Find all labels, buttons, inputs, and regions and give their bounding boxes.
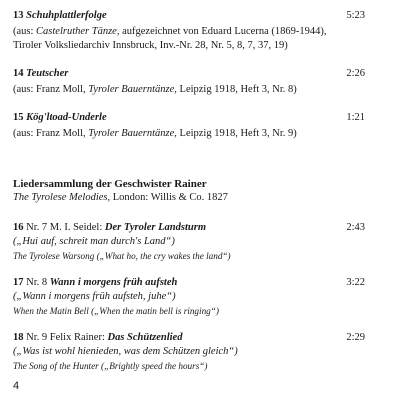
track-prefix: Nr. 9 Felix Rainer: [26, 332, 108, 343]
track-title: Teutscher [26, 68, 69, 79]
track-18-incipit: („Was ist wohl hienieden, was dem Schützen gleich“) [13, 346, 238, 357]
source-work: Tyroler Bauerntänze, [88, 84, 177, 95]
source-work: Tyroler Bauerntänze, [88, 128, 177, 139]
track-18-header [13, 332, 365, 344]
section-subtitle [13, 192, 365, 204]
track-title: Schuhplattlerfolge [26, 10, 107, 21]
track-number: 17 [13, 277, 24, 288]
track-prefix: Nr. 8 [26, 277, 50, 288]
track-17-header [13, 277, 365, 289]
track-duration: 2:43 [346, 222, 365, 233]
track-16-english: The Tyrolese Warsong („What ho, the cry wakes the land“) [13, 251, 231, 261]
track-15-source [13, 128, 365, 140]
track-number: 13 [13, 10, 24, 21]
track-title: Wann i morgens früh aufsteh [49, 277, 178, 288]
track-13-header [13, 10, 365, 22]
track-14-source [13, 84, 365, 96]
track-16-header [13, 222, 365, 234]
track-15-header [13, 112, 365, 124]
track-title: Der Tyroler Landsturm [104, 222, 206, 233]
track-duration: 2:26 [346, 68, 365, 79]
track-13-source-line-2: Tiroler Volksliedarchiv Innsbruck, Inv.-Nr. 28, Nr. 5, 8, 7, 37, 19) [13, 40, 288, 51]
track-duration: 5:23 [346, 10, 365, 21]
track-number: 18 [13, 332, 24, 343]
track-duration: 1:21 [346, 112, 365, 123]
track-17-incipit: („Wann i morgens früh aufsteh, juhe“) [13, 291, 176, 302]
track-duration: 3:22 [346, 277, 365, 288]
section-heading: Liedersammlung der Geschwister Rainer [13, 178, 207, 190]
source-prefix: (aus: Franz Moll, [13, 84, 89, 95]
source-rest: Leipzig 1918, Heft 3, Nr. 8) [176, 84, 297, 95]
track-prefix: Nr. 7 M. I. Seidel: [26, 222, 105, 233]
source-rest: Leipzig 1918, Heft 3, Nr. 9) [176, 128, 297, 139]
track-title: Kög'ltoad-Underle [26, 112, 107, 123]
track-13-source-line-1 [13, 26, 365, 38]
track-16-incipit: („Hui auf, schreit man durch's Land“) [13, 236, 175, 247]
section-publisher: London: Willis & Co. 1827 [110, 192, 228, 203]
track-title: Das Schützenlied [107, 332, 183, 343]
track-14-header [13, 68, 365, 80]
track-number: 15 [13, 112, 24, 123]
track-number: 14 [13, 68, 24, 79]
section-work-title: The Tyrolese Melodies, [13, 192, 111, 203]
track-number: 16 [13, 222, 24, 233]
track-18-english: The Song of the Hunter („Brightly speed the hours“) [13, 361, 208, 371]
source-rest: aufgezeichnet von Eduard Lucerna (1869-1944), [119, 26, 327, 37]
source-prefix: (aus: [13, 26, 37, 37]
source-work: Castelruther Tänze, [36, 26, 120, 37]
track-duration: 2:29 [346, 332, 365, 343]
source-prefix: (aus: Franz Moll, [13, 128, 89, 139]
page-number: 4 [13, 380, 20, 392]
track-17-english: When the Matin Bell („When the matin bell is ringing“) [13, 306, 219, 316]
